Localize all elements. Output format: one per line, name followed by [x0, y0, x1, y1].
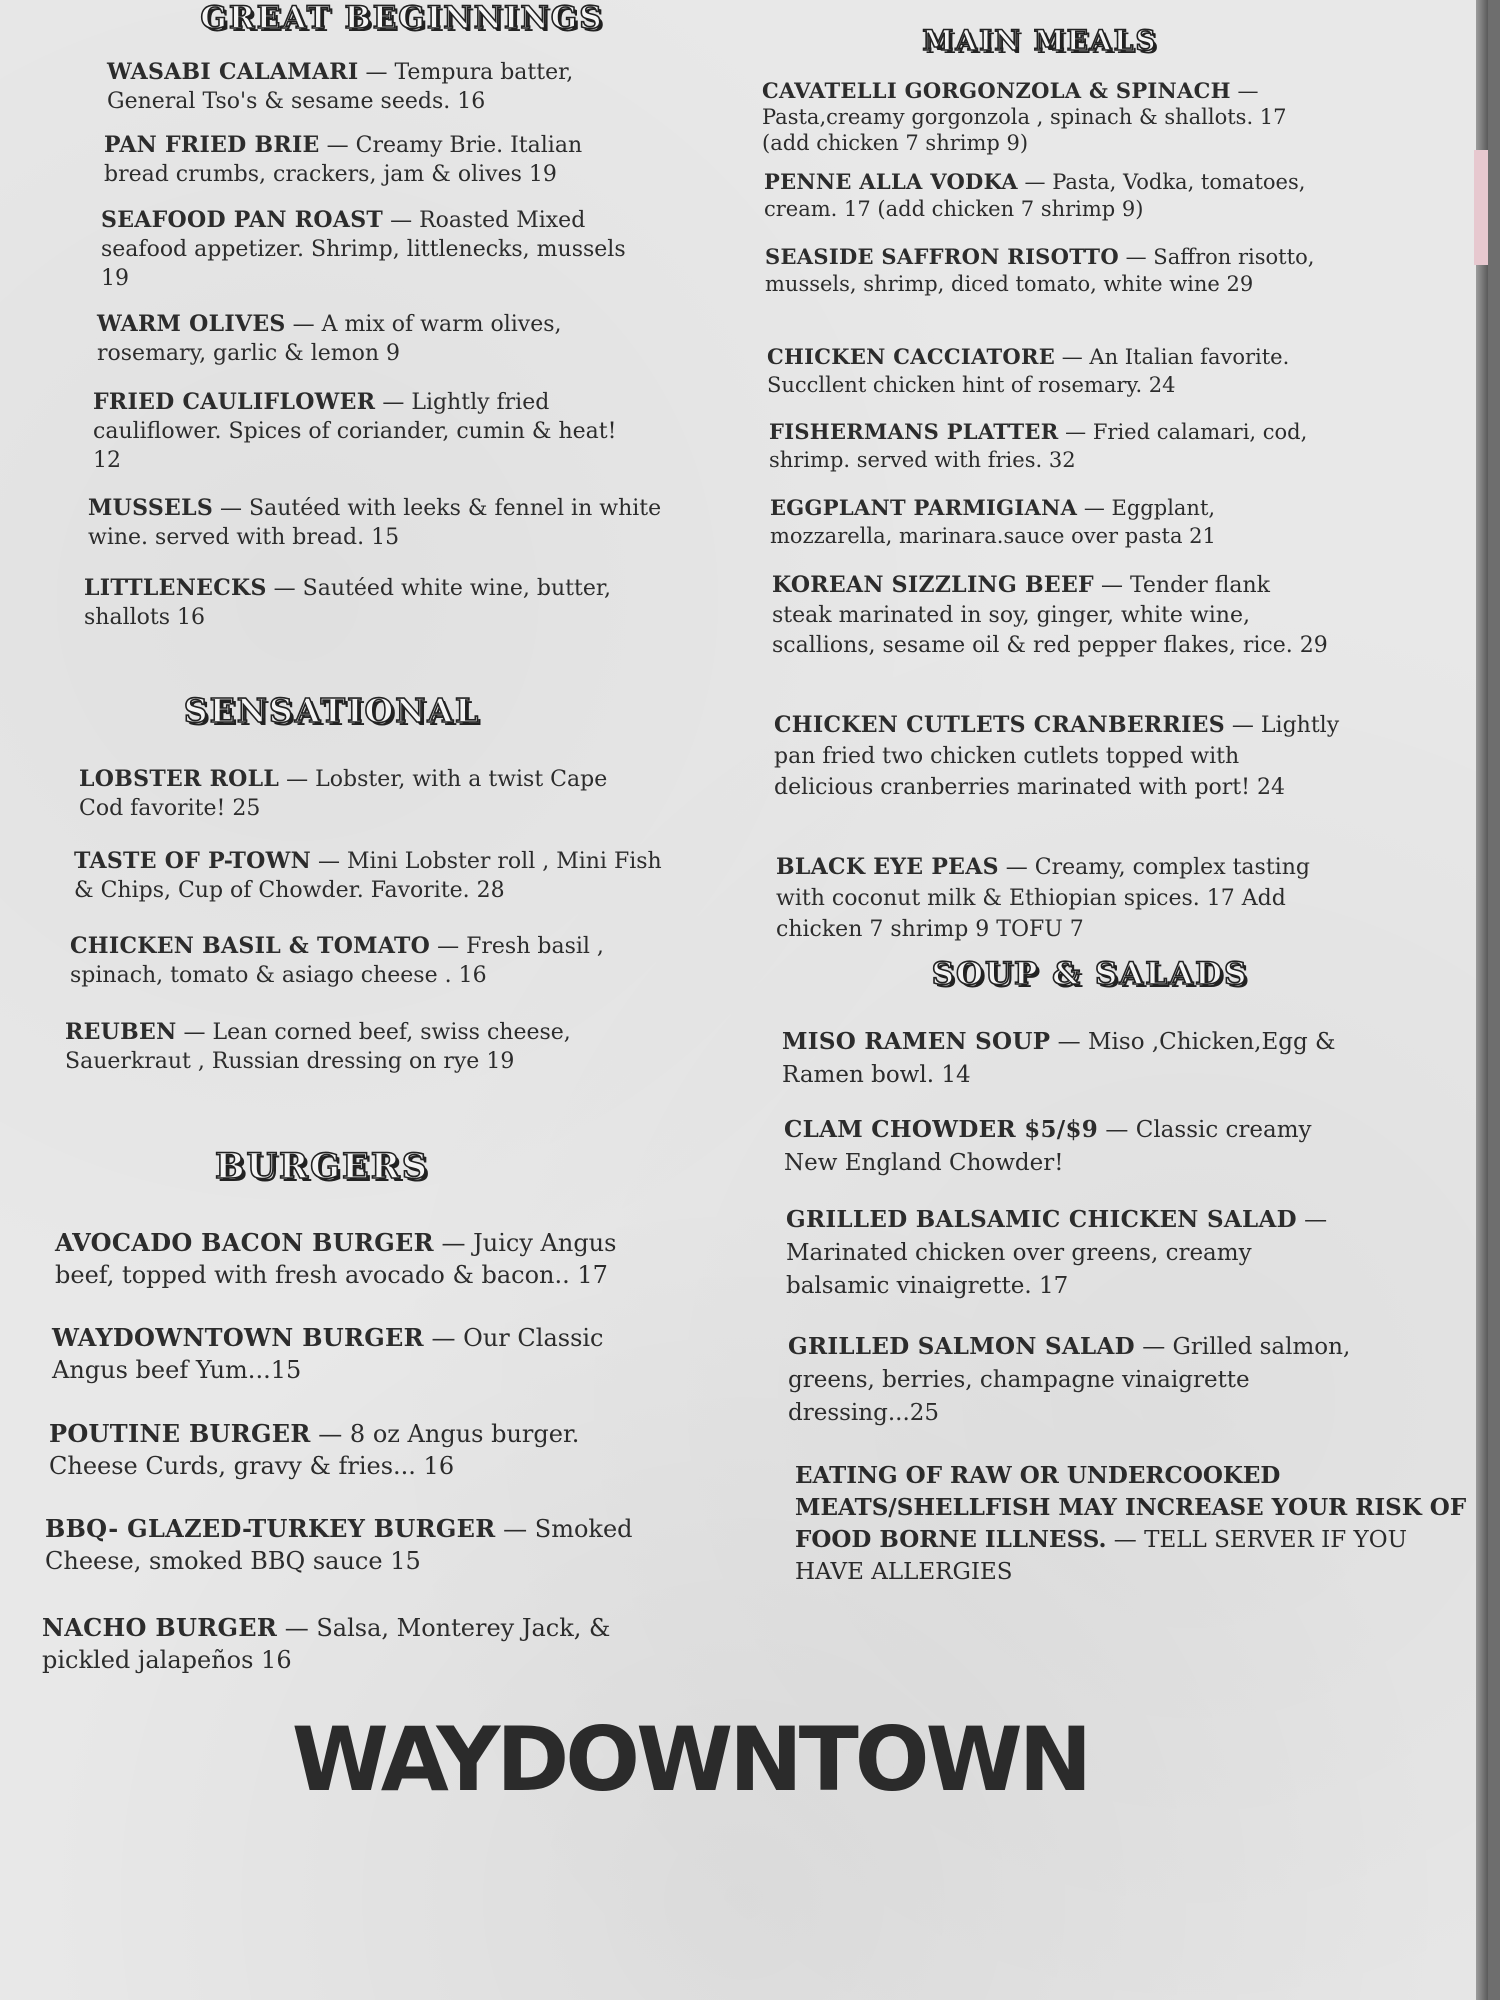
menu-item	[97, 310, 642, 368]
menu-item	[769, 418, 1329, 474]
item-name: REUBEN	[65, 1019, 177, 1045]
item-description: — Classic creamy New England Chowder!	[784, 1117, 1312, 1176]
item-description: — Sautéed white wine, butter, shallots 16	[84, 576, 611, 630]
menu-item	[774, 710, 1344, 803]
item-name: EGGPLANT PARMIGIANA	[770, 495, 1078, 520]
item-description: — Grilled salmon, greens, berries, champagne vinaigrette dressing...25	[788, 1334, 1351, 1426]
pink-paper-corner	[1474, 150, 1488, 265]
menu-item	[79, 765, 654, 823]
item-name: AVOCADO BACON BURGER	[55, 1228, 434, 1257]
item-description: — Creamy Brie. Italian bread crumbs, crackers, jam & olives 19	[104, 133, 583, 187]
item-name: WAYDOWNTOWN BURGER	[52, 1323, 424, 1352]
item-description: — Pasta, Vodka, tomatoes, cream. 17 (add chicken 7 shrimp 9)	[764, 170, 1306, 221]
menu-item	[765, 243, 1325, 298]
item-description: — Mini Lobster roll , Mini Fish & Chips, Cup of Chowder. Favorite. 28	[74, 849, 662, 903]
menu-item	[70, 932, 655, 990]
section-title-soup-salads: SOUP & SALADS	[931, 956, 1249, 992]
item-name: BBQ- GLAZED-TURKEY BURGER	[45, 1514, 496, 1543]
item-name: KOREAN SIZZLING BEEF	[772, 572, 1094, 598]
item-description: — Tender flank steak marinated in soy, ginger, white wine, scallions, sesame oil & red pepper flakes, rice. 29	[772, 573, 1328, 658]
item-description: — Fresh basil , spinach, tomato & asiago cheese . 16	[70, 934, 604, 988]
item-name: TASTE OF P-TOWN	[74, 848, 312, 874]
logo-text: WAYDOWNTOWN	[291, 1708, 1089, 1811]
item-description: — Our Classic Angus beef Yum...15	[52, 1324, 604, 1384]
item-name: SEASIDE SAFFRON RISOTTO	[765, 244, 1119, 269]
item-description: — Tempura batter, General Tso's & sesame seeds. 16	[107, 60, 574, 114]
item-description: — Sautéed with leeks & fennel in white wine. served with bread. 15	[88, 496, 662, 550]
menu-item	[74, 847, 674, 905]
menu-item	[767, 343, 1327, 399]
item-name: MISO RAMEN SOUP	[782, 1028, 1051, 1055]
menu-item	[49, 1418, 649, 1482]
menu-item	[42, 1612, 662, 1676]
menu-item	[782, 1025, 1352, 1092]
menu-item	[93, 388, 638, 475]
item-name: CHICKEN BASIL & TOMATO	[70, 933, 431, 959]
menu-item	[88, 494, 663, 552]
menu-item	[52, 1322, 642, 1386]
item-name: CLAM CHOWDER $5/$9	[784, 1116, 1099, 1143]
menu-item	[786, 1203, 1356, 1303]
item-name: BLACK EYE PEAS	[776, 854, 999, 880]
waydowntown-logo	[291, 1708, 1089, 1811]
menu-item	[788, 1330, 1358, 1430]
warning-bold-text: EATING OF RAW OR UNDERCOOKED MEATS/SHELLFISH MAY INCREASE YOUR RISK OF FOOD BORNE ILLNESS.	[795, 1462, 1467, 1553]
page-edge-shadow	[1476, 0, 1488, 2000]
item-description: — Marinated chicken over greens, creamy balsamic vinaigrette. 17	[786, 1207, 1328, 1299]
item-description: — A mix of warm olives, rosemary, garlic & lemon 9	[97, 312, 562, 366]
menu-item	[107, 58, 652, 116]
item-description: — Lightly pan fried two chicken cutlets topped with delicious cranberries marinated with port! 24	[774, 713, 1340, 800]
section-title-sensational: SENSATIONAL	[183, 691, 481, 730]
item-description: — Eggplant, mozzarella, marinara.sauce over pasta 21	[770, 496, 1216, 548]
item-name: LITTLENECKS	[84, 575, 267, 601]
section-title-main-meals: MAIN MEALS	[922, 24, 1158, 57]
item-description: — Creamy, complex tasting with coconut milk & Ethiopian spices. 17 Add chicken 7 shrimp 9 TOFU 7	[776, 855, 1310, 942]
menu-item	[45, 1513, 665, 1577]
item-name: PENNE ALLA VODKA	[764, 169, 1018, 194]
item-name: CHICKEN CACCIATORE	[767, 344, 1056, 369]
item-name: SEAFOOD PAN ROAST	[101, 207, 384, 233]
menu-item	[764, 168, 1324, 223]
item-name: GRILLED SALMON SALAD	[788, 1333, 1135, 1360]
item-description: — An Italian favorite. Succllent chicken hint of rosemary. 24	[767, 345, 1290, 397]
item-name: WASABI CALAMARI	[107, 59, 359, 85]
item-name: CAVATELLI GORGONZOLA & SPINACH	[762, 78, 1231, 103]
item-description: — Roasted Mixed seafood appetizer. Shrimp, littlenecks, mussels 19	[101, 208, 626, 291]
item-description: — Pasta,creamy gorgonzola , spinach & shallots. 17 (add chicken 7 shrimp 9)	[762, 79, 1287, 155]
item-description: — Miso ,Chicken,Egg & Ramen bowl. 14	[782, 1029, 1336, 1088]
menu-item	[104, 131, 652, 189]
item-name: MUSSELS	[88, 495, 214, 521]
item-name: PAN FRIED BRIE	[104, 132, 320, 158]
menu-item	[65, 1018, 655, 1076]
menu-item	[784, 1113, 1354, 1180]
menu-item	[776, 852, 1356, 945]
menu-item	[55, 1227, 675, 1291]
section-title-burgers: BURGERS	[214, 1146, 430, 1187]
item-name: LOBSTER ROLL	[79, 766, 280, 792]
item-name: FRIED CAULIFLOWER	[93, 389, 376, 415]
item-description: — Lean corned beef, swiss cheese, Sauerkraut , Russian dressing on rye 19	[65, 1020, 571, 1074]
warning-text: — TELL SERVER IF YOU HAVE ALLERGIES	[795, 1527, 1407, 1585]
item-description: — Juicy Angus beef, topped with fresh avocado & bacon.. 17	[55, 1229, 617, 1289]
menu-item	[762, 78, 1322, 156]
item-description: — 8 oz Angus burger. Cheese Curds, gravy & fries... 16	[49, 1420, 580, 1480]
allergy-warning	[795, 1460, 1475, 1588]
menu-item	[772, 570, 1332, 661]
item-name: POUTINE BURGER	[49, 1419, 311, 1448]
item-name: NACHO BURGER	[42, 1613, 278, 1642]
item-description: — Lightly fried cauliflower. Spices of coriander, cumin & heat! 12	[93, 390, 617, 473]
item-description: — Smoked Cheese, smoked BBQ sauce 15	[45, 1515, 633, 1575]
section-title-great-beginnings: GREAT BEGINNINGS	[200, 0, 604, 36]
item-description: — Fried calamari, cod, shrimp. served with fries. 32	[769, 420, 1308, 472]
item-name: CHICKEN CUTLETS CRANBERRIES	[774, 712, 1225, 738]
item-description: — Lobster, with a twist Cape Cod favorite! 25	[79, 767, 608, 821]
item-name: GRILLED BALSAMIC CHICKEN SALAD	[786, 1206, 1297, 1233]
item-name: FISHERMANS PLATTER	[769, 419, 1059, 444]
item-name: WARM OLIVES	[97, 311, 286, 337]
menu-item	[101, 206, 646, 293]
item-description: — Salsa, Monterey Jack, & pickled jalapeños 16	[42, 1614, 611, 1674]
menu-item	[770, 494, 1330, 550]
menu-item	[84, 574, 644, 632]
item-description: — Saffron risotto, mussels, shrimp, diced tomato, white wine 29	[765, 245, 1315, 296]
